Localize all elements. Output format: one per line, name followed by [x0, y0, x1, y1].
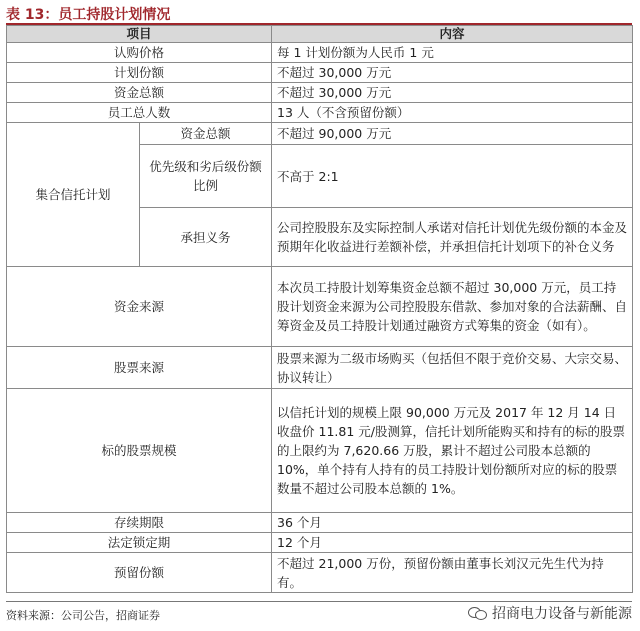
table-row — [7, 123, 633, 145]
table-row — [7, 267, 633, 347]
row-value: 13 人（不含预留份额） — [272, 103, 633, 123]
row-value: 股票来源为二级市场购买（包括但不限于竞价交易、大宗交易、协议转让） — [272, 347, 633, 389]
row-label: 标的股票规模 — [7, 389, 272, 513]
sub-row-value: 公司控股股东及实际控制人承诺对信托计划优先级份额的本金及预期年化收益进行差额补偿，并承担信托计划项下的补仓义务 — [272, 208, 633, 267]
table-row — [7, 389, 633, 513]
row-label: 股票来源 — [7, 347, 272, 389]
sub-row-label: 优先级和劣后级份额比例 — [140, 145, 272, 208]
header-item: 项目 — [7, 26, 272, 43]
wechat-icon — [468, 606, 486, 620]
table-row — [7, 533, 633, 553]
sub-row-label: 资金总额 — [140, 123, 272, 145]
table-row — [7, 103, 633, 123]
row-value: 不超过 30,000 万元 — [272, 63, 633, 83]
table-row — [7, 63, 633, 83]
sub-row-label: 承担义务 — [140, 208, 272, 267]
row-label: 法定锁定期 — [7, 533, 272, 553]
row-label: 存续期限 — [7, 513, 272, 533]
table-row — [7, 347, 633, 389]
esop-table — [6, 25, 633, 593]
row-value: 以信托计划的规模上限 90,000 万元及 2017 年 12 月 14 日收盘价 11.81 元/股测算，信托计划所能购买和持有的标的股票的上限约为 7,620.66 万股，累计不超过公司股本总额的 10%，单个持有人持有的员工持股计划份额所对应的标的股票数量不超过公司股本总额的 1%。 — [272, 389, 633, 513]
row-value: 36 个月 — [272, 513, 633, 533]
table-title: 表 13：员工持股计划情况 — [6, 7, 171, 23]
table-row — [7, 513, 633, 533]
row-label: 员工总人数 — [7, 103, 272, 123]
row-label: 预留份额 — [7, 553, 272, 593]
row-label: 计划份额 — [7, 63, 272, 83]
sub-row-value: 不高于 2:1 — [272, 145, 633, 208]
brand-label: 招商电力设备与新能源 — [492, 606, 632, 622]
row-value: 每 1 计划份额为人民币 1 元 — [272, 43, 633, 63]
header-content: 内容 — [272, 26, 633, 43]
row-value: 不超过 30,000 万元 — [272, 83, 633, 103]
row-label: 认购价格 — [7, 43, 272, 63]
table-row — [7, 83, 633, 103]
row-label: 资金来源 — [7, 267, 272, 347]
trust-plan-label: 集合信托计划 — [7, 123, 140, 267]
table-row — [7, 553, 633, 593]
row-value: 12 个月 — [272, 533, 633, 553]
footer-rule — [6, 601, 632, 602]
table-header-row — [7, 26, 633, 43]
table-row — [7, 43, 633, 63]
sub-row-value: 不超过 90,000 万元 — [272, 123, 633, 145]
source-note: 资料来源：公司公告，招商证券 — [6, 609, 160, 622]
row-label: 资金总额 — [7, 83, 272, 103]
brand-watermark — [468, 603, 632, 623]
row-value: 本次员工持股计划筹集资金总额不超过 30,000 万元，员工持股计划资金来源为公司控股股东借款、参加对象的合法薪酬、自筹资金及员工持股计划通过融资方式筹集的资金（如有）。 — [272, 267, 633, 347]
row-value: 不超过 21,000 万份，预留份额由董事长刘汉元先生代为持有。 — [272, 553, 633, 593]
